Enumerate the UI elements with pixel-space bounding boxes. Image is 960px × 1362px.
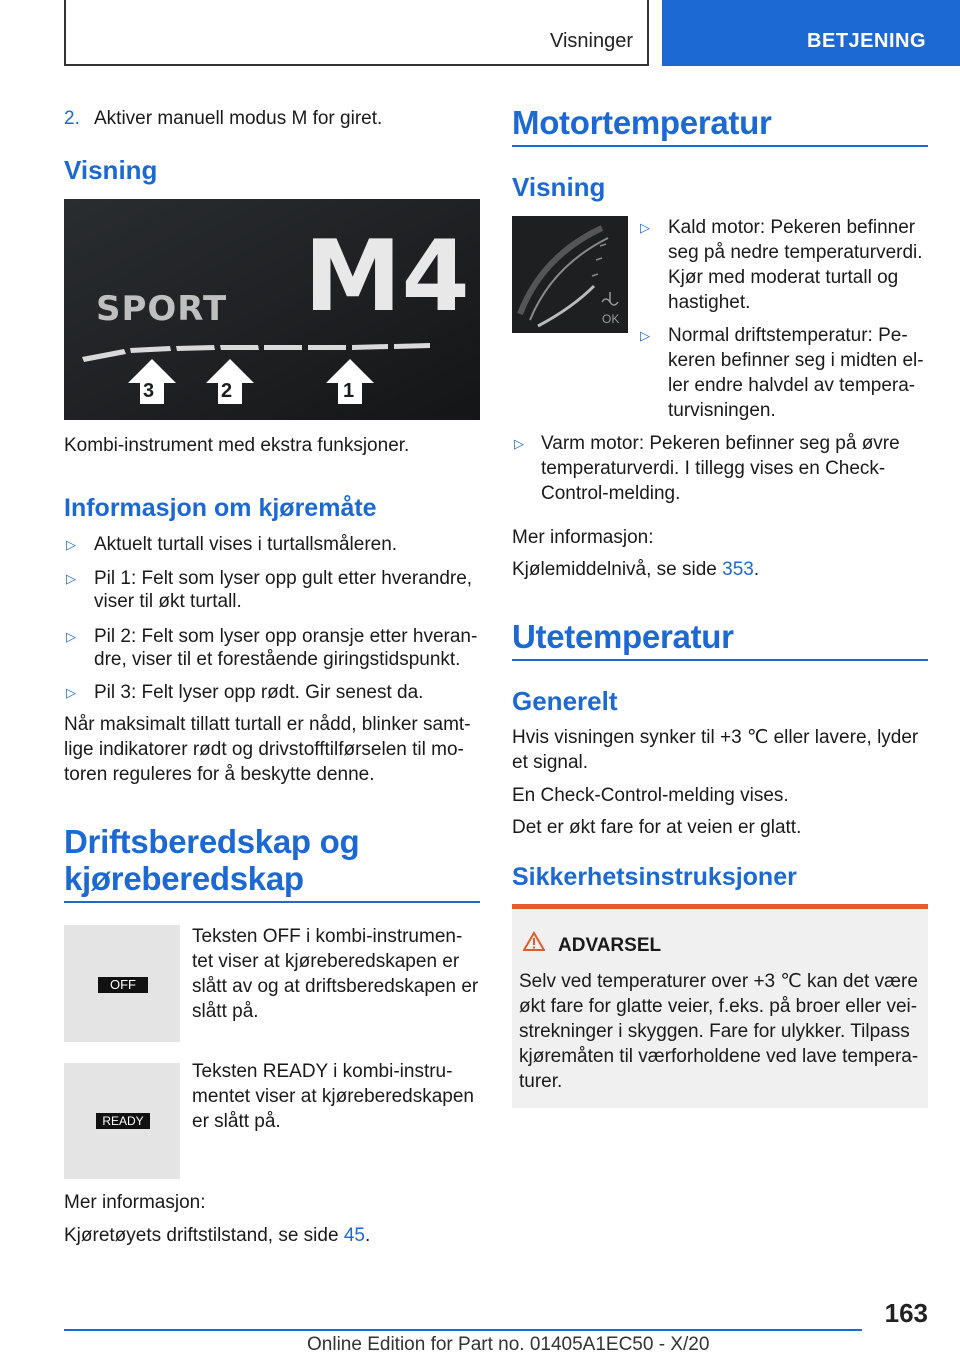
arrow-2-label: 2 <box>221 380 233 402</box>
off-text-line: slått av og at driftsberedskapen er <box>192 976 479 997</box>
generelt-heading: Generelt <box>512 686 618 716</box>
ready-label: READY <box>102 1114 144 1128</box>
bullet-text: turvisningen. <box>668 400 776 421</box>
bullet-text: Pil 3: Felt lyser opp rødt. Gir senest da. <box>94 682 424 703</box>
ready-indicator-image <box>64 1063 180 1179</box>
ute-heading: Utetemperatur <box>512 618 734 655</box>
warning-line: Selv ved temperaturer over +3 ℃ kan det være <box>519 971 918 992</box>
gear-label: M4 <box>304 220 470 334</box>
instrument-display-image <box>64 199 480 420</box>
info-heading: Informasjon om kjøremåte <box>64 494 377 522</box>
reference-line <box>64 1223 370 1248</box>
step-text: Aktiver manuell modus M for giret. <box>94 108 383 129</box>
generelt-line: Hvis visningen synker til +3 ℃ eller lavere, lyder <box>512 727 919 748</box>
sikker-heading: Sikkerhetsinstruksjoner <box>512 863 797 891</box>
ready-text-line: Teksten READY i kombi-instru- <box>192 1061 453 1082</box>
visning-heading: Visning <box>64 155 158 185</box>
bullet-text: ler endre halvdel av tempera- <box>668 375 916 396</box>
bullet-text: Kald motor: Pekeren befinner <box>668 217 916 238</box>
header-chapter-tab <box>662 0 960 66</box>
ready-text-line: er slått på. <box>192 1111 281 1132</box>
bullet-triangle-icon: ▷ <box>640 220 650 235</box>
off-text-line: Teksten OFF i kombi-instrumen- <box>192 926 463 947</box>
reference-text: Kjøretøyets driftstilstand, se side <box>64 1225 344 1246</box>
footer-rule <box>64 1329 862 1331</box>
drift-heading-line2: kjøreberedskap <box>64 860 304 897</box>
generelt-line: et signal. <box>512 752 589 773</box>
more-info-label: Mer informasjon: <box>64 1192 206 1213</box>
image-caption: Kombi-instrument med ekstra funksjoner. <box>64 435 410 456</box>
bullet-triangle-icon: ▷ <box>66 629 76 644</box>
warning-triangle-icon <box>523 931 545 951</box>
bullet-text: temperaturverdi. I tillegg vises en Check- <box>541 458 886 479</box>
page-link[interactable]: 45 <box>343 1225 365 1246</box>
bullet-triangle-icon: ▷ <box>640 328 650 343</box>
off-label: OFF <box>110 977 136 992</box>
para-line: Når maksimalt tillatt turtall er nådd, blinker samt- <box>64 714 471 735</box>
step-number: 2. <box>64 108 80 129</box>
reference-end: . <box>364 1225 371 1246</box>
bullet-text: seg på nedre temperaturverdi. <box>668 242 923 263</box>
bullet-text: dre, viser til et forestående giringstidspunkt. <box>94 649 461 670</box>
check-control-line: En Check-Control-melding vises. <box>512 785 789 806</box>
heading-rule <box>64 901 480 903</box>
visning-heading: Visning <box>512 172 606 202</box>
ready-text-line: mentet viser at kjøreberedskapen <box>192 1086 474 1107</box>
bullet-text: Varm motor: Pekeren befinner seg på øvre <box>541 433 900 454</box>
bullet-text: viser til økt turtall. <box>94 591 242 612</box>
gauge-ok-label: OK <box>602 312 620 326</box>
off-text-line: slått på. <box>192 1001 259 1022</box>
temperature-gauge-image <box>512 216 628 333</box>
sport-label: SPORT <box>96 289 228 329</box>
arrow-3-label: 3 <box>143 380 155 402</box>
coolant-icon <box>602 292 618 305</box>
heading-rule <box>512 659 928 661</box>
off-indicator-image <box>64 925 180 1042</box>
bullet-triangle-icon: ▷ <box>514 436 524 451</box>
bullet-text: Kjør med moderat turtall og <box>668 267 899 288</box>
bullet-triangle-icon: ▷ <box>66 685 76 700</box>
bullet-text: Pil 2: Felt som lyser opp oransje etter hveran- <box>94 626 478 647</box>
reference-text: Kjølemiddelnivå, se side <box>512 559 723 580</box>
page-number: 163 <box>884 1298 928 1328</box>
para-line: lige indikatorer rødt og drivstofftilførselen til mo- <box>64 739 464 760</box>
bullet-triangle-icon: ▷ <box>66 537 76 552</box>
bullet-text: Control-melding. <box>541 483 681 504</box>
bullet-text: Normal driftstemperatur: Pe- <box>668 325 908 346</box>
more-info-label: Mer informasjon: <box>512 527 654 548</box>
header-section-tab <box>64 0 649 66</box>
heading-rule <box>512 145 928 147</box>
off-text-line: tet viser at kjøreberedskapen er <box>192 951 460 972</box>
warning-line: turer. <box>519 1071 563 1092</box>
warning-box <box>512 904 928 1108</box>
bullet-text: Pil 1: Felt som lyser opp gult etter hverandre, <box>94 568 473 589</box>
header-section-label: Visninger <box>549 30 633 52</box>
glatt-line: Det er økt fare for at veien er glatt. <box>512 817 802 838</box>
arrow-1-label: 1 <box>343 380 355 402</box>
reference-line <box>512 557 759 582</box>
warning-line: økt fare for glatte veier, f.eks. på broer eller vei- <box>519 996 918 1017</box>
warning-title: ADVARSEL <box>558 935 662 956</box>
footer-edition: Online Edition for Part no. 01405A1EC50 - X/20 <box>307 1334 710 1355</box>
drift-heading-line1: Driftsberedskap og <box>64 823 360 860</box>
bullet-text: keren befinner seg i midten el- <box>668 350 924 371</box>
header-chapter-label: BETJENING <box>807 30 926 52</box>
bullet-text: hastighet. <box>668 292 751 313</box>
bullet-triangle-icon: ▷ <box>66 571 76 586</box>
warning-line: strekninger i skyggen. Fare for ulykker. Tilpass <box>519 1021 910 1042</box>
warning-line: kjøremåten til værforholdene ved lave tempera- <box>519 1046 919 1067</box>
page-link[interactable]: 353 <box>722 559 754 580</box>
para-line: toren reguleres for å beskytte denne. <box>64 764 375 785</box>
reference-end: . <box>753 559 760 580</box>
bullet-text: Aktuelt turtall vises i turtallsmåleren. <box>94 534 398 555</box>
motor-heading: Motortemperatur <box>512 104 772 141</box>
